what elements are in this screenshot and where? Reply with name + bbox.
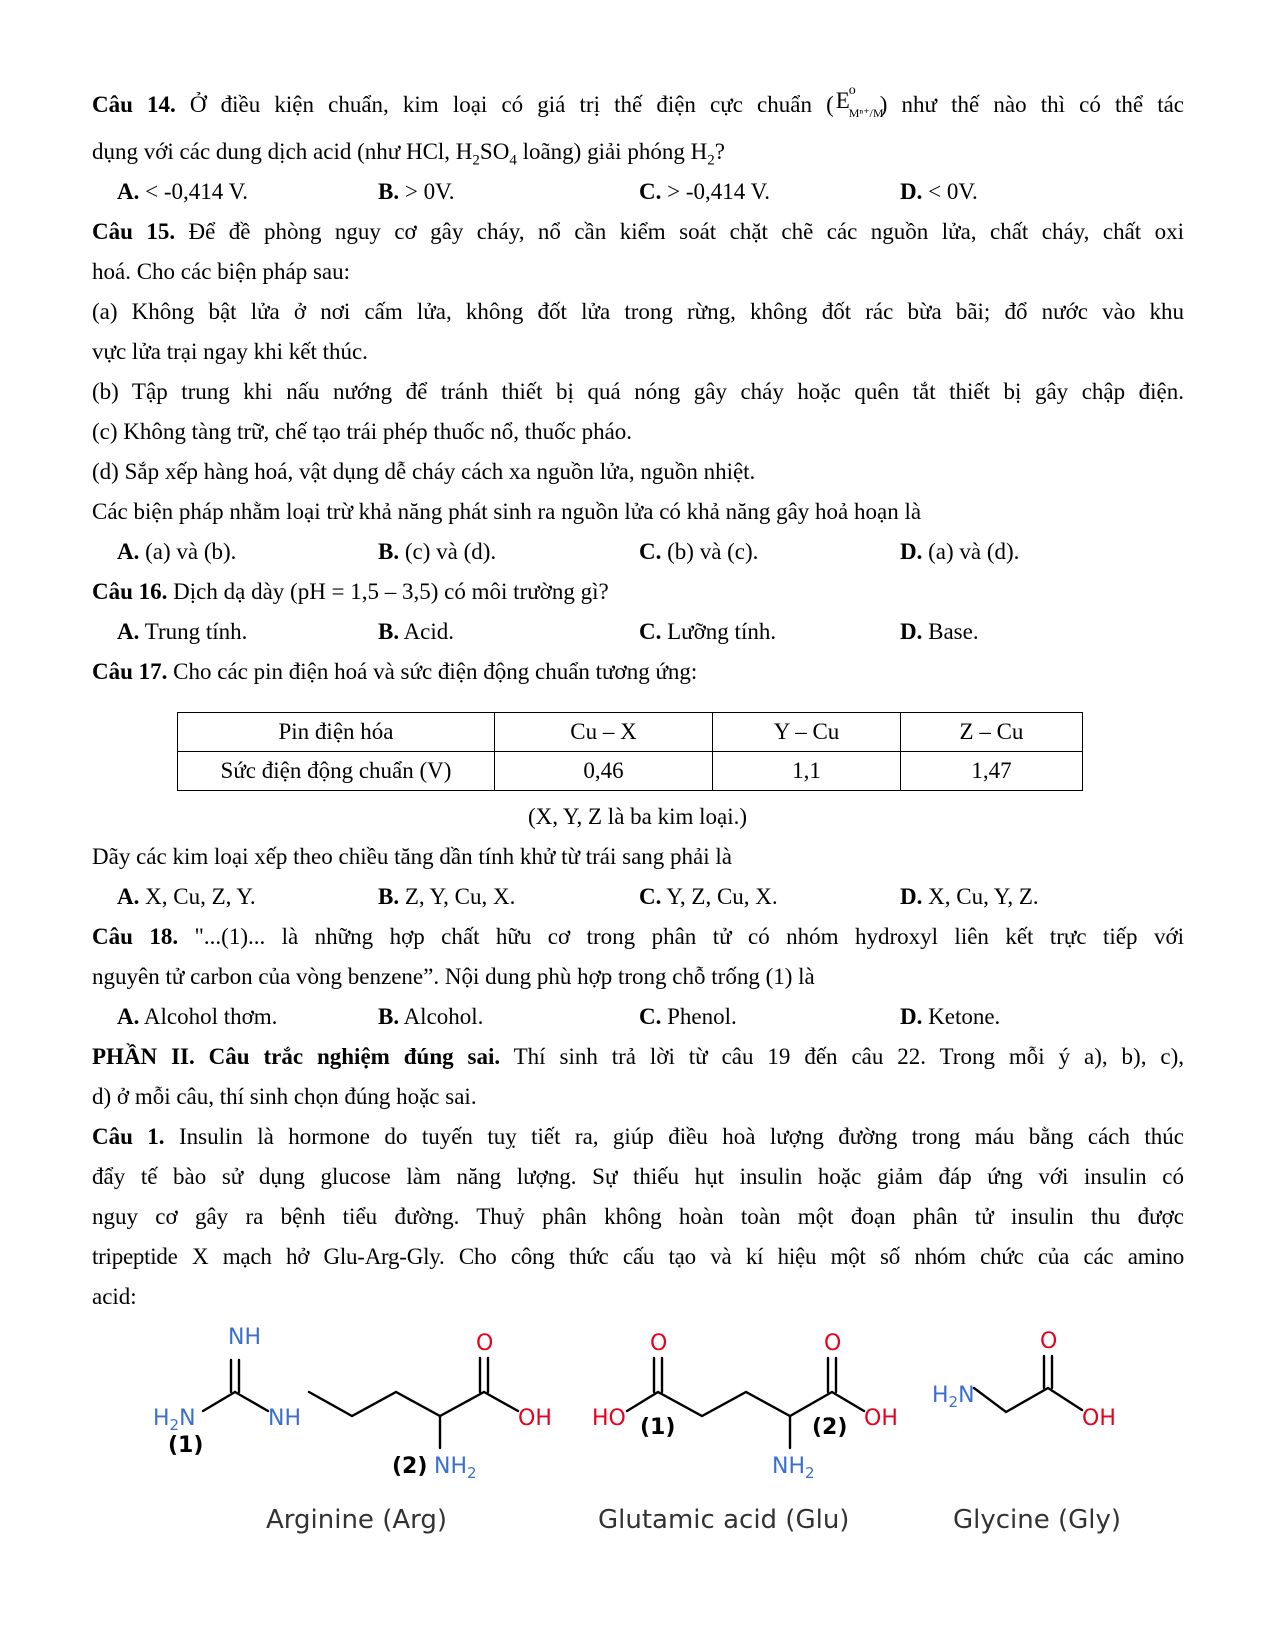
gly-hydroxyl-label: OH: [1082, 1406, 1116, 1431]
glu-group-label-1: (1): [640, 1415, 676, 1440]
q14-stem-line1: Câu 14. Ở điều kiện chuẩn, kim loại có giá trị thế điện cực chuẩn ( E o Mⁿ⁺/M ) như thế nào thì có thể tác: [92, 83, 1185, 120]
q17-number: Câu 17.: [92, 659, 168, 684]
arg-bond: [203, 1392, 235, 1411]
part2-heading-line2: d) ở mỗi câu, thí sinh chọn đúng hoặc sai.: [92, 1084, 477, 1109]
q15-item-b: (b) Tập trung khi nấu nướng để tránh thiết bị quá nóng gây cháy hoặc quên tắt thiết bị gây chập điện.: [92, 379, 1184, 404]
gly-name-label: Glycine (Gly): [953, 1505, 1122, 1535]
c1-number: Câu 1.: [92, 1124, 165, 1149]
gly-h2n-label: $H_2N$: [932, 1383, 975, 1411]
q15-number: Câu 15.: [92, 219, 176, 244]
q15-item-a-line1: (a) Không bật lửa ở nơi cấm lửa, không đốt lửa trong rừng, không đốt rác bừa bãi; đổ nước vào khu: [92, 299, 1184, 324]
arg-oxygen-label: O: [476, 1331, 494, 1356]
glu-group-label-2: (2): [812, 1415, 848, 1440]
c1-line3: nguy cơ gây ra bệnh tiểu đường. Thuỷ phân không hoàn toàn một đoạn phân tử insulin thu được: [92, 1204, 1184, 1229]
c1-line5: acid:: [92, 1284, 137, 1309]
glu-oxygen-1-label: O: [650, 1331, 668, 1356]
q14-option-b[interactable]: B. > 0V.: [378, 179, 455, 204]
q15-item-d: (d) Sắp xếp hàng hoá, vật dụng dễ cháy cách xa nguồn lửa, nguồn nhiệt.: [92, 459, 756, 484]
table-cell: 1,47: [901, 752, 1083, 791]
q18-option-d[interactable]: D. Ketone.: [900, 1004, 1001, 1029]
c1-line2: đẩy tế bào sử dụng glucose làm năng lượng. Sự thiếu hụt insulin hoặc giảm đáp ứng với insulin có: [92, 1164, 1184, 1189]
q16-stem: Câu 16. Dịch dạ dày (pH = 1,5 – 3,5) có môi trường gì?: [92, 579, 609, 604]
q15-option-a[interactable]: A. (a) và (b).: [117, 539, 237, 564]
q16-option-b[interactable]: B. Acid.: [378, 619, 455, 644]
q15-option-d[interactable]: D. (a) và (d).: [900, 539, 1020, 564]
q15-stem-line1: Câu 15. Để đề phòng nguy cơ gây cháy, nổ cần kiểm soát chặt chẽ các nguồn lửa, chất cháy, chất oxi: [92, 219, 1184, 244]
q15-item-a-line2: vực lửa trại ngay khi kết thúc.: [92, 339, 368, 364]
arg-hydroxyl-label: OH: [518, 1406, 552, 1431]
arg-amine-label: $NH_2$: [434, 1454, 477, 1482]
q15-option-c[interactable]: C. (b) và (c).: [639, 539, 759, 564]
part2-title: PHẦN II. Câu trắc nghiệm đúng sai.: [92, 1044, 501, 1069]
q18-stem-line2: nguyên tử carbon của vòng benzene”. Nội dung phù hợp trong chỗ trống (1) là: [92, 964, 815, 989]
arg-nh-label: NH: [268, 1406, 301, 1431]
q15-stem-line2: hoá. Cho các biện pháp sau:: [92, 259, 351, 284]
q14-option-a[interactable]: A. < -0,414 V.: [117, 179, 248, 204]
q18-option-c[interactable]: C. Phenol.: [639, 1004, 737, 1029]
table-cell: Y – Cu: [713, 713, 901, 752]
q16-option-c[interactable]: C. Lưỡng tính.: [639, 619, 777, 644]
gly-chain: [974, 1388, 1082, 1412]
q14-stem-line2: dụng với các dung dịch acid (như HCl, $H_2SO_4$ loãng) giải phóng $H_2$?: [92, 139, 725, 169]
glu-amine-label: $NH_2$: [772, 1454, 815, 1482]
arg-bond: [235, 1392, 268, 1411]
q18-option-a[interactable]: A. Alcohol thơm.: [117, 1004, 278, 1029]
q16-option-a[interactable]: A. Trung tính.: [117, 619, 248, 644]
q17-option-c[interactable]: C. Y, Z, Cu, X.: [639, 884, 778, 909]
part2-heading-line1: PHẦN II. Câu trắc nghiệm đúng sai. Thí sinh trả lời từ câu 19 đến câu 22. Trong mỗi ý a), b), c),: [92, 1044, 1184, 1069]
table-cell: 0,46: [495, 752, 713, 791]
q16-number: Câu 16.: [92, 579, 168, 604]
table-caption: (X, Y, Z là ba kim loại.): [527, 804, 748, 829]
table-cell: 1,1: [713, 752, 901, 791]
glu-hydroxyl-right-label: OH: [864, 1406, 898, 1431]
gly-oxygen-label: O: [1040, 1329, 1058, 1354]
q17-question: Dãy các kim loại xếp theo chiều tăng dần tính khử từ trái sang phải là: [92, 844, 732, 869]
q15-item-c: (c) Không tàng trữ, chế tạo trái phép thuốc nổ, thuốc pháo.: [92, 419, 633, 444]
q14-option-c[interactable]: C. > -0,414 V.: [639, 179, 770, 204]
c1-line4: tripeptide X mạch hở Glu-Arg-Gly. Cho công thức cấu tạo và kí hiệu một số nhóm chức của các amino: [92, 1244, 1184, 1269]
standard-electrode-potential-symbol: E o Mⁿ⁺/M: [835, 83, 884, 120]
q14-number: Câu 14.: [92, 92, 176, 117]
q15-question: Các biện pháp nhằm loại trừ khả năng phát sinh ra nguồn lửa có khả năng gây hoả hoạn là: [92, 499, 922, 524]
q16-option-d[interactable]: D. Base.: [900, 619, 979, 644]
q15-option-b[interactable]: B. (c) và (d).: [378, 539, 497, 564]
glu-hydroxyl-left-label: HO: [592, 1406, 626, 1431]
table-cell: Cu – X: [495, 713, 713, 752]
glu-name-label: Glutamic acid (Glu): [598, 1505, 850, 1535]
q18-option-b[interactable]: B. Alcohol.: [378, 1004, 484, 1029]
table-cell: Z – Cu: [901, 713, 1083, 752]
arg-imine-label: NH: [228, 1325, 261, 1350]
q14-option-d[interactable]: D. < 0V.: [900, 179, 978, 204]
q18-number: Câu 18.: [92, 924, 179, 949]
q18-stem-line1: Câu 18. "...(1)... là những hợp chất hữu cơ trong phân tử có nhóm hydroxyl liên kết trực tiếp với: [92, 924, 1184, 949]
arg-group-label-1: (1): [168, 1433, 204, 1458]
table-cell: Sức điện động chuẩn (V): [178, 752, 495, 791]
q17-stem: Câu 17. Cho các pin điện hoá và sức điện động chuẩn tương ứng:: [92, 659, 698, 684]
table-cell: Pin điện hóa: [178, 713, 495, 752]
arg-h2n-label: $H_2N$: [153, 1406, 196, 1434]
q17-option-d[interactable]: D. X, Cu, Y, Z.: [900, 884, 1039, 909]
glu-chain: [627, 1392, 864, 1416]
arg-group-label-2: (2): [392, 1454, 428, 1479]
glu-oxygen-2-label: O: [824, 1331, 842, 1356]
q17-option-b[interactable]: B. Z, Y, Cu, X.: [378, 884, 516, 909]
q17-option-a[interactable]: A. X, Cu, Z, Y.: [117, 884, 256, 909]
c1-line1: Câu 1. Insulin là hormone do tuyến tuỵ tiết ra, giúp điều hoà lượng đường trong máu bằng cách thúc: [92, 1124, 1184, 1149]
arg-chain: [309, 1392, 518, 1416]
arg-name-label: Arginine (Arg): [266, 1505, 447, 1535]
